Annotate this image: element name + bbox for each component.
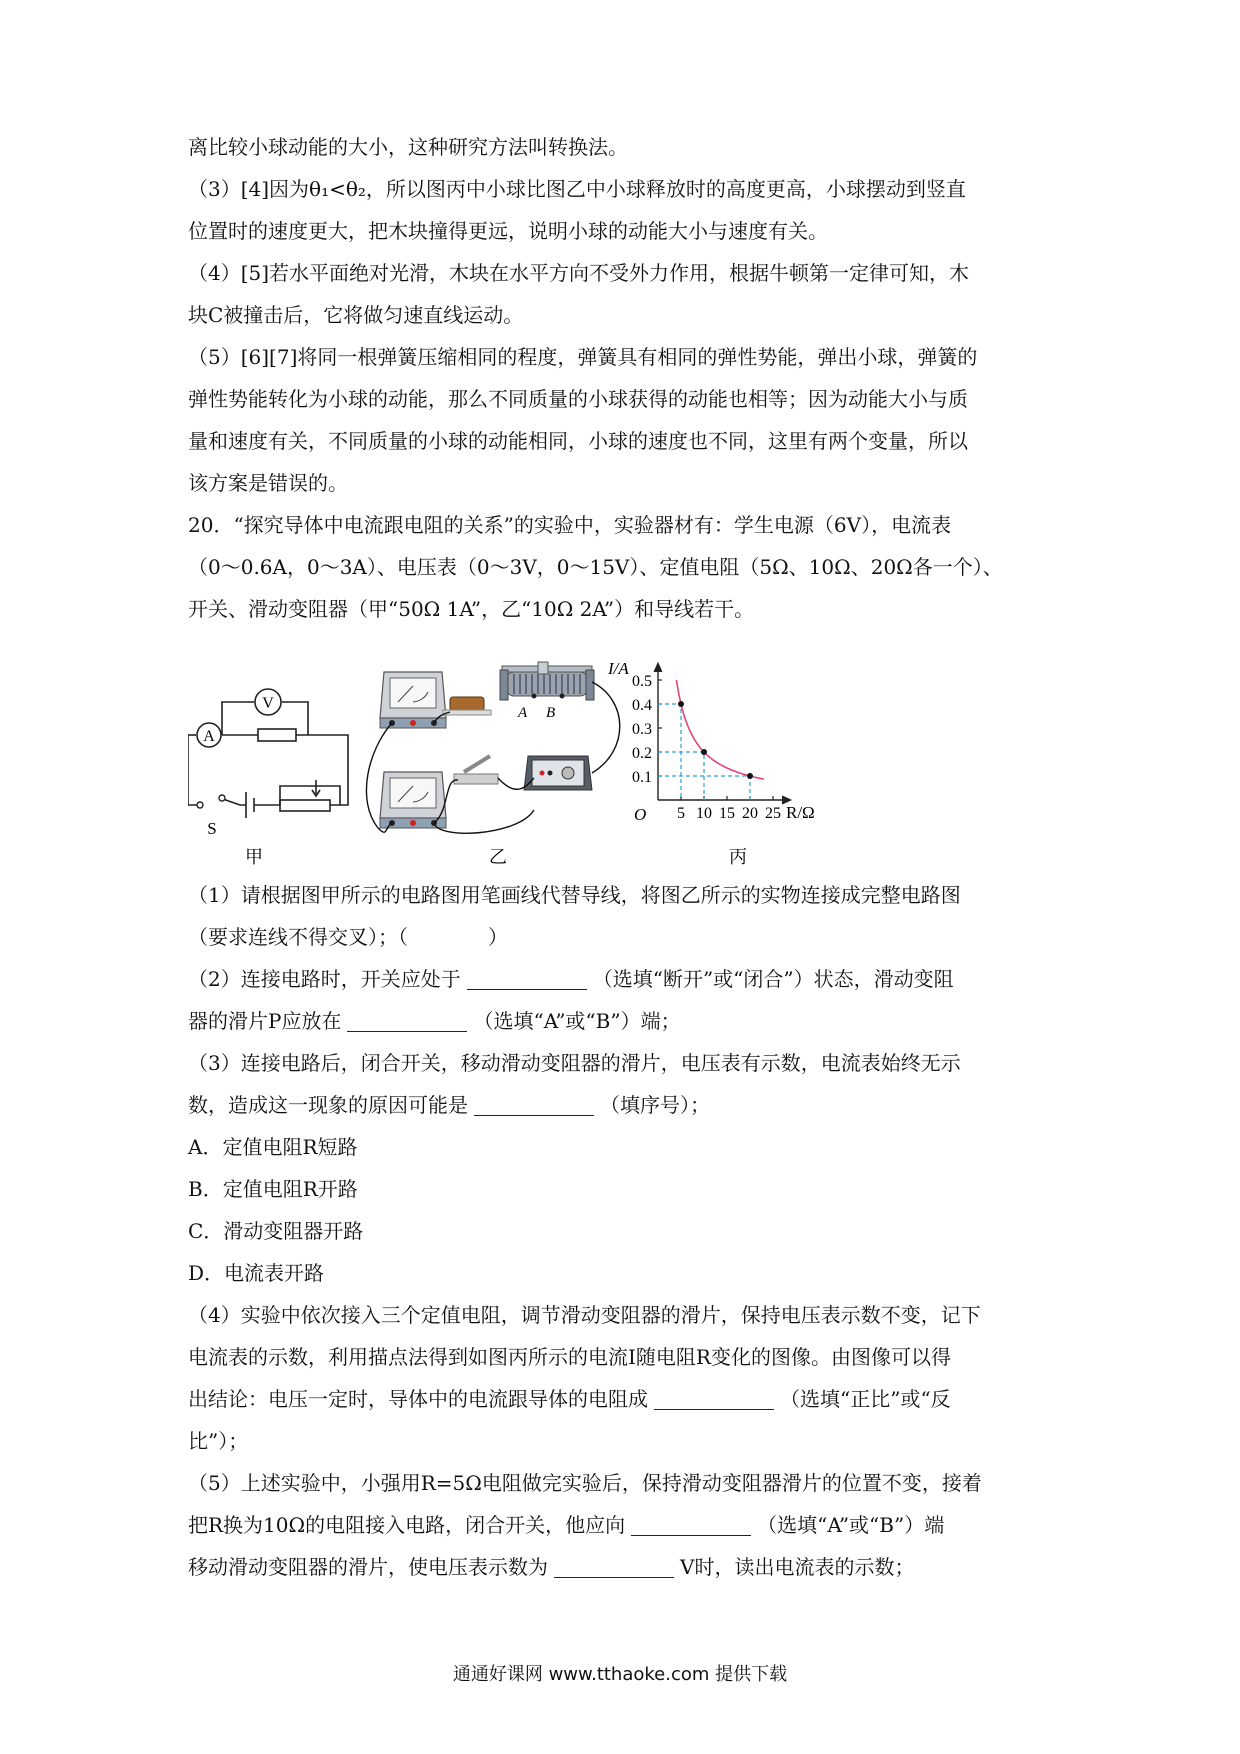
data-point [747, 773, 753, 779]
q5-text: 移动滑动变阻器的滑片，使电压表示数为 [188, 1555, 548, 1579]
q2-text: 器的滑片P应放在 [188, 1009, 342, 1033]
apparatus-drawing [366, 662, 619, 833]
switch-label: S [207, 819, 217, 838]
x-tick-label: 15 [719, 805, 735, 822]
q1-line [188, 916, 1058, 958]
y-tick-label: 0.5 [632, 673, 652, 690]
q5-line: （5）上述实验中，小强用R=5Ω电阻做完实验后，保持滑动变阻器滑片的位置不变，接着 [188, 1471, 982, 1495]
x-tick-label: 25 [765, 805, 781, 822]
q5-text: 把R换为10Ω的电阻接入电路，闭合开关，他应向 [188, 1513, 626, 1537]
question-20-stem: 20．“探究导体中电流跟电阻的关系”的实验中，实验器材有：学生电源（6V），电流表 [188, 513, 952, 537]
power-supply-device [524, 756, 592, 790]
q5-line [188, 1546, 1058, 1588]
resistor-device [443, 697, 491, 715]
q3-line [188, 1084, 1058, 1126]
figure-row [188, 660, 908, 870]
q5-text: （选填“A”或“B”）端 [757, 1513, 945, 1537]
answer-blank[interactable] [467, 967, 587, 990]
i-r-graph [632, 663, 791, 822]
answer-blank[interactable] [631, 1513, 751, 1536]
option-b: B．定值电阻R开路 [188, 1177, 358, 1201]
terminal-a-label: A [518, 705, 528, 721]
text-line: 弹性势能转化为小球的动能，那么不同质量的小球获得的动能也相等；因为动能大小与质 [188, 387, 968, 411]
answer-blank[interactable] [654, 1387, 774, 1410]
q3-text: （填序号）； [600, 1093, 710, 1117]
q2-text: （选填“A”或“B”）端； [473, 1009, 681, 1033]
graph-origin: O [634, 805, 647, 824]
q2-line [188, 958, 1058, 1000]
figure-label-jia: 甲 [245, 847, 263, 868]
rheostat-device [500, 662, 594, 700]
q1-text: （要求连线不得交叉）；（ [188, 925, 408, 949]
figure-label-yi: 乙 [489, 847, 507, 868]
q5-text: V时，读出电流表的示数； [680, 1555, 915, 1579]
x-tick-label: 10 [696, 805, 712, 822]
option-c: C．滑动变阻器开路 [188, 1219, 364, 1243]
q2-text: （选填“断开”或“闭合”）状态，滑动变阻 [592, 967, 954, 991]
answer-blank[interactable] [347, 1009, 467, 1032]
data-point [678, 701, 684, 707]
graph-x-label: R/Ω [786, 803, 815, 822]
page-footer: 通通好课网 www.tthaoke.com 提供下载 [452, 1664, 788, 1685]
q1-line: （1）请根据图甲所示的电路图用笔画线代替导线，将图乙所示的实物连接成完整电路图 [188, 883, 961, 907]
text-line: 量和速度有关，不同质量的小球的动能相同，小球的速度也不同，这里有两个变量，所以 [188, 429, 968, 453]
terminal-b-label: B [546, 705, 556, 721]
q4-text: 出结论：电压一定时，导体中的电流跟导体的电阻成 [188, 1387, 648, 1411]
x-tick-label: 5 [677, 805, 685, 822]
option-a: A．定值电阻R短路 [188, 1135, 358, 1159]
question-20-subparts [188, 874, 1058, 1588]
voltmeter-label: V [262, 695, 274, 712]
q4-line [188, 1378, 1058, 1420]
switch-device [454, 756, 498, 784]
q4-line: 比”）； [188, 1429, 249, 1453]
y-tick-label: 0.3 [632, 721, 652, 738]
y-tick-label: 0.2 [632, 745, 652, 762]
solution-text [188, 126, 1058, 630]
text-line: （0～0.6A，0～3A）、电压表（0～3V，0～15V）、定值电阻（5Ω、10Ω、20Ω各一个）、 [188, 555, 1003, 579]
q3-line: （3）连接电路后，闭合开关，移动滑动变阻器的滑片，电压表有示数，电流表始终无示 [188, 1051, 961, 1075]
y-tick-label: 0.1 [632, 769, 652, 786]
text-line: （4）[5]若水平面绝对光滑，木块在水平方向不受外力作用，根据牛顿第一定律可知，木 [188, 261, 970, 285]
y-tick-label: 0.4 [632, 697, 652, 714]
answer-blank[interactable] [554, 1555, 674, 1578]
text-line: 离比较小球动能的大小，这种研究方法叫转换法。 [188, 135, 628, 159]
figure-label-bing: 丙 [729, 847, 747, 868]
ammeter-device [380, 772, 446, 828]
q1-text: ） [488, 925, 508, 949]
x-tick-label: 20 [742, 805, 758, 822]
answer-blank[interactable] [474, 1093, 594, 1116]
series-line [676, 680, 763, 779]
switch-contact [219, 795, 225, 801]
q2-text: （2）连接电路时，开关应处于 [188, 967, 461, 991]
switch-contact [197, 802, 203, 808]
text-line: 位置时的速度更大，把木块撞得更远，说明小球的动能大小与速度有关。 [188, 219, 828, 243]
graph-y-label: I/A [608, 660, 629, 678]
figures-svg [188, 660, 908, 870]
q2-line [188, 1000, 1058, 1042]
data-point [701, 749, 707, 755]
ammeter-label: A [203, 728, 215, 745]
option-d: D．电流表开路 [188, 1261, 325, 1285]
q3-text: 数，造成这一现象的原因可能是 [188, 1093, 468, 1117]
text-line: 该方案是错误的。 [188, 471, 348, 495]
y-axis-arrow [654, 663, 662, 672]
q4-line: （4）实验中依次接入三个定值电阻，调节滑动变阻器的滑片，保持电压表示数不变，记下 [188, 1303, 981, 1327]
q4-line: 电流表的示数，利用描点法得到如图丙所示的电流I随电阻R变化的图像。由图像可以得 [188, 1345, 951, 1369]
text-line: 开关、滑动变阻器（甲“50Ω 1A”，乙“10Ω 2A”）和导线若干。 [188, 597, 755, 621]
text-line: （5）[6][7]将同一根弹簧压缩相同的程度，弹簧具有相同的弹性势能，弹出小球，弹簧的 [188, 345, 978, 369]
circuit-diagram [188, 702, 348, 818]
q5-line [188, 1504, 1058, 1546]
q4-text: （选填“正比”或“反 [780, 1387, 951, 1411]
text-line: （3）[4]因为θ₁<θ₂，所以图丙中小球比图乙中小球释放时的高度更高，小球摆动到竖直 [188, 177, 966, 201]
text-line: 块C被撞击后，它将做匀速直线运动。 [188, 303, 524, 327]
